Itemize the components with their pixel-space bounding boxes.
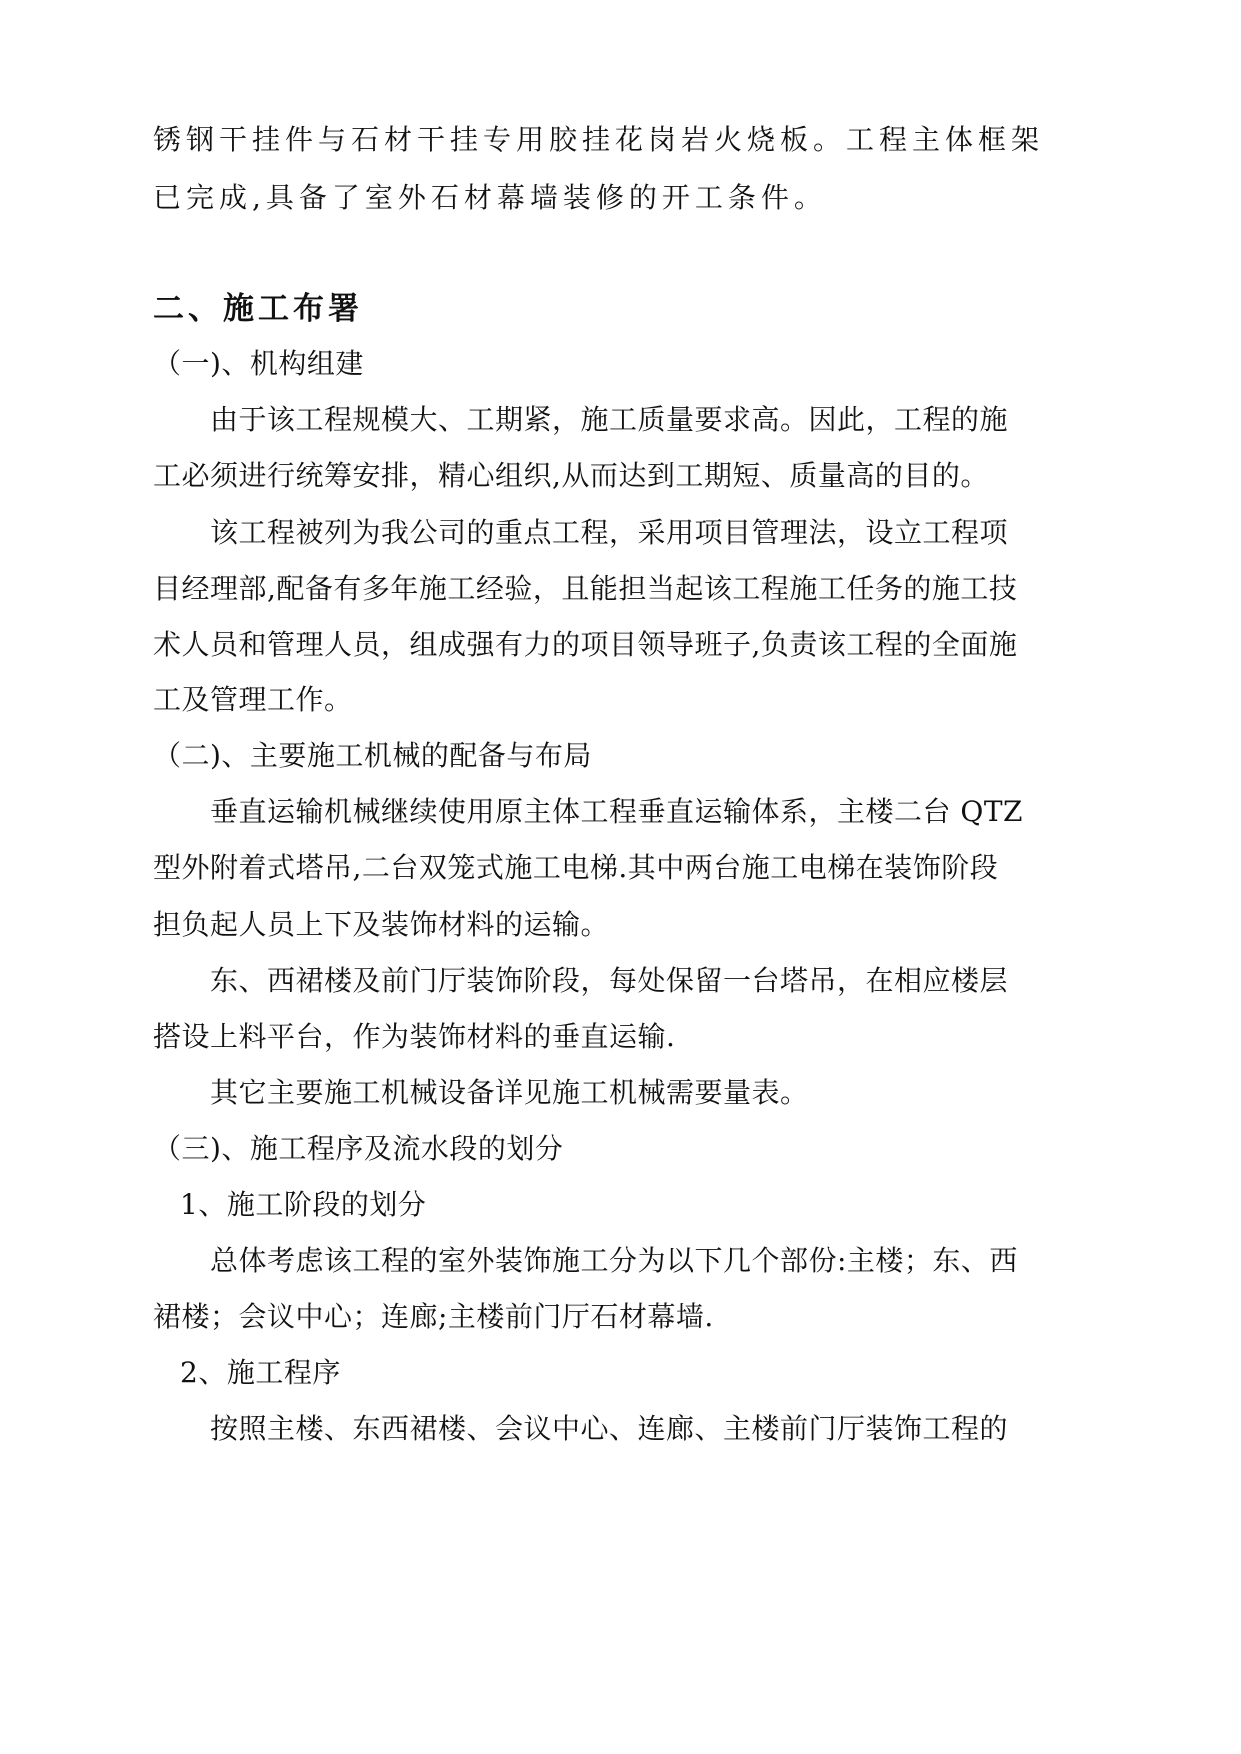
paragraph-line: 垂直运输机械继续使用原主体工程垂直运输体系，主楼二台 QTZ [210, 795, 1023, 828]
paragraph-line: 担负起人员上下及装饰材料的运输。 [153, 908, 610, 941]
subsection-heading: （一)、机构组建 [153, 347, 364, 380]
paragraph-line: 工必须进行统筹安排，精心组织,从而达到工期短、质量高的目的。 [153, 459, 989, 492]
paragraph-line: 总体考虑该工程的室外装饰施工分为以下几个部份:主楼；东、西 [210, 1244, 1018, 1277]
subsection-heading: （二)、主要施工机械的配备与布局 [153, 739, 592, 772]
paragraph-line: 裙楼；会议中心；连廊;主楼前门厅石材幕墙. [153, 1300, 714, 1333]
numbered-heading: 2、施工程序 [180, 1356, 341, 1389]
paragraph-line: 东、西裙楼及前门厅装饰阶段，每处保留一台塔吊，在相应楼层 [210, 964, 1009, 997]
section-heading: 二、施工布署 [153, 291, 363, 327]
paragraph-line: 术人员和管理人员，组成强有力的项目领导班子,负责该工程的全面施 [153, 628, 1018, 661]
paragraph-line: 该工程被列为我公司的重点工程，采用项目管理法，设立工程项 [210, 516, 1009, 549]
paragraph-line: 搭设上料平台，作为装饰材料的垂直运输. [153, 1020, 676, 1053]
paragraph-line: 其它主要施工机械设备详见施工机械需要量表。 [210, 1076, 809, 1109]
numbered-heading: 1、施工阶段的划分 [180, 1188, 427, 1221]
paragraph-line: 已完成,具备了室外石材幕墙装修的开工条件。 [153, 181, 827, 214]
paragraph-line: 锈钢干挂件与石材干挂专用胶挂花岗岩火烧板。工程主体框架 [153, 123, 1045, 156]
paragraph-line: 由于该工程规模大、工期紧，施工质量要求高。因此，工程的施 [210, 403, 1009, 436]
paragraph-line: 型外附着式塔吊,二台双笼式施工电梯.其中两台施工电梯在装饰阶段 [153, 851, 999, 884]
paragraph-line: 目经理部,配备有多年施工经验，且能担当起该工程施工任务的施工技 [153, 572, 1018, 605]
paragraph-line: 工及管理工作。 [153, 683, 353, 716]
paragraph-line: 按照主楼、东西裙楼、会议中心、连廊、主楼前门厅装饰工程的 [210, 1412, 1009, 1445]
subsection-heading: （三)、施工程序及流水段的划分 [153, 1132, 564, 1165]
